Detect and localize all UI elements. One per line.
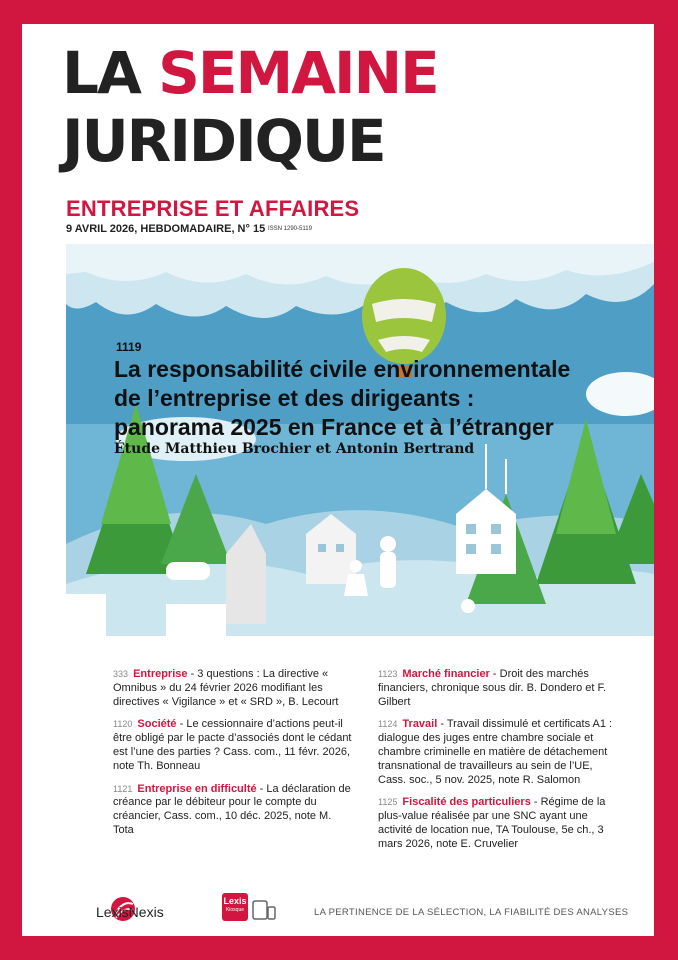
toc-category: Marché financier xyxy=(402,668,490,680)
cover-illustration xyxy=(66,244,654,636)
feature-title-line: de l’entreprise et des dirigeants : xyxy=(114,385,475,411)
issue-meta: 9 AVRIL 2026, HEBDOMADAIRE, N° 15 xyxy=(66,223,266,235)
toc-left-column xyxy=(113,668,353,847)
toc-text: - Droit des marchés financiers, chronique sous dir. B. Dondero et F. Gilbert xyxy=(378,668,607,708)
toc-text: - 3 questions : La directive « Omnibus » du 24 février 2026 modifiant les directives « Vigilance » et « SRD », B. Lecourt xyxy=(113,668,339,708)
toc-number: 1121 xyxy=(113,783,133,794)
feature-number: 1119 xyxy=(116,340,142,354)
toc-text: - Le cessionnaire d’actions peut-il être obligé par le pacte d’associés dont le cédant est l’une des parties ? Cass. com., 11 févr. 2026, note Th. Bonneau xyxy=(113,718,352,772)
masthead-line1 xyxy=(62,39,438,107)
tagline: LA PERTINENCE DE LA SÉLECTION, LA FIABILITÉ DES ANALYSES xyxy=(314,907,629,918)
toc-category: Entreprise xyxy=(133,668,188,680)
feature-title-line: La responsabilité civile environnementale xyxy=(114,356,571,382)
masthead-semaine: SEMAINE xyxy=(158,39,438,107)
toc-text: - Régime de la plus-value réalisée par une SNC ayant une activité de location nue, TA Toulouse, 5e ch., 3 mars 2026, note E. Cruvelier xyxy=(378,796,606,850)
masthead-juridique: JURIDIQUE xyxy=(62,107,385,175)
kiosque-label-bottom: Kiosque xyxy=(225,907,245,913)
kiosque-label-top: Lexis xyxy=(223,896,247,906)
toc-text: - Travail dissimulé et certificats A1 : dialogue des juges entre chambre sociale et chambre criminelle en matière de détachement transnational de travailleurs au sein de l’UE, Cass. soc., 5 nov. 2025, note R. Salomon xyxy=(378,718,613,786)
toc-right-column xyxy=(378,668,623,861)
devices-icon xyxy=(252,899,276,921)
edition-title: ENTREPRISE ET AFFAIRES xyxy=(66,196,360,221)
car xyxy=(166,562,210,580)
toc-number: 1123 xyxy=(378,669,398,679)
toc-text: - La déclaration de créance par le débiteur pour le compte du créancier, Cass. com., 10 déc. 2025, note M. Tota xyxy=(113,782,351,836)
toc-number: 1124 xyxy=(378,719,398,730)
cover-page xyxy=(22,24,654,936)
toc-item[interactable] xyxy=(378,718,623,787)
toc-item[interactable] xyxy=(113,783,353,838)
toc-item[interactable] xyxy=(113,668,353,709)
toc-category: Fiscalité des particuliers xyxy=(402,796,531,809)
toc-item[interactable] xyxy=(378,668,623,709)
feature-byline: Étude Matthieu Brochier et Antonin Bertrand xyxy=(114,441,475,457)
publisher-name: LexisNexis xyxy=(96,904,164,920)
feature-title xyxy=(114,355,654,442)
toc-number: 333 xyxy=(113,669,129,679)
toc-item[interactable] xyxy=(378,796,623,851)
toc-number: 1125 xyxy=(378,797,398,808)
toc-number: 1120 xyxy=(113,719,133,730)
toc-category: Travail xyxy=(402,718,438,731)
toc-item[interactable] xyxy=(113,718,353,773)
toc-category: Entreprise en difficulté xyxy=(137,782,257,795)
kiosque-badge-label xyxy=(222,893,248,921)
issn: ISSN 1290-5119 xyxy=(268,226,312,232)
feature-title-line: panorama 2025 en France et à l’étranger xyxy=(114,414,554,440)
masthead-la: LA xyxy=(62,39,140,107)
toc-category: Société xyxy=(137,718,177,731)
